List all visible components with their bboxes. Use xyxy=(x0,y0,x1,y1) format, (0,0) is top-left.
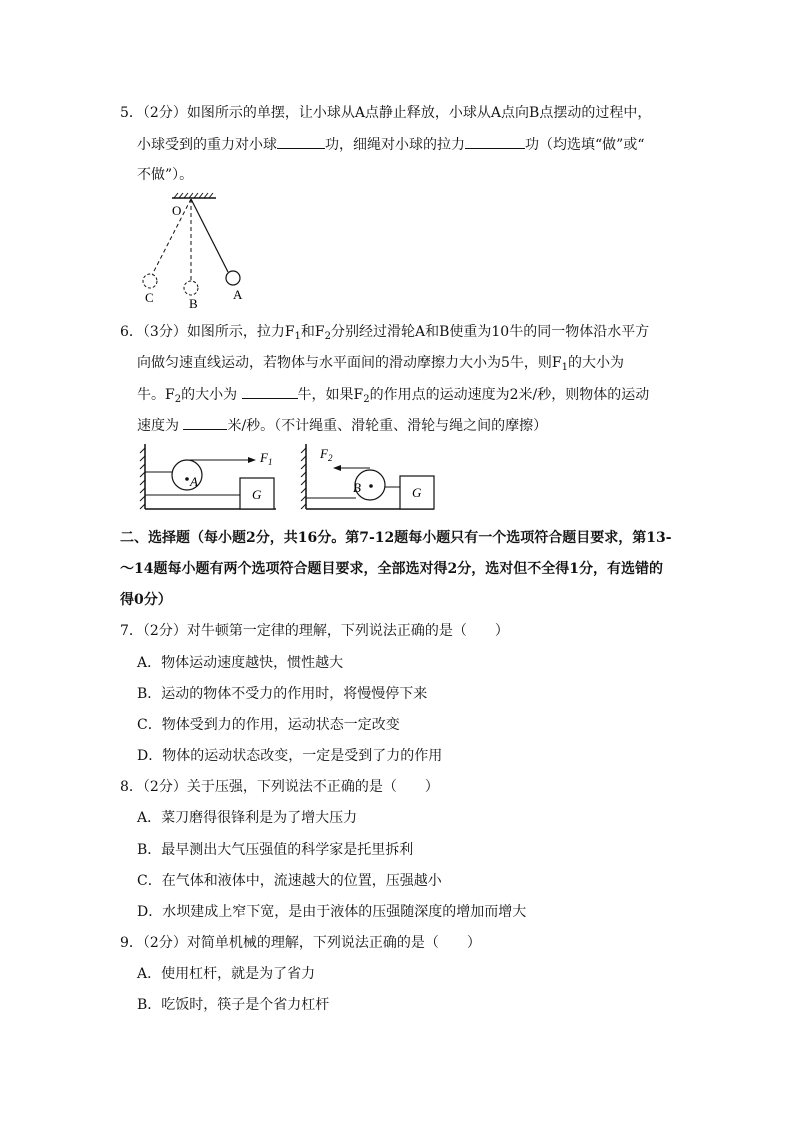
label-pulley-a: A xyxy=(190,474,198,489)
q6-sub: 2 xyxy=(324,331,331,342)
q6-text: 速度为 xyxy=(137,418,179,434)
ball-c xyxy=(143,274,157,288)
label-f1: $F_1$ xyxy=(260,450,273,467)
f1-arrow-icon xyxy=(248,457,256,463)
q6-line3 xyxy=(137,384,649,410)
q6-sub: 1 xyxy=(561,362,568,373)
q5-line3: 不做”）。 xyxy=(137,167,194,183)
q5-text: 小球受到的重力对小球 xyxy=(137,137,277,153)
q6-text: 牛，如果F xyxy=(297,387,364,403)
q6-text: 的大小为 xyxy=(181,387,238,403)
q6-text: 6．（3分）如图所示，拉力F xyxy=(120,324,295,340)
pulley-a-axle xyxy=(185,477,189,481)
q7-option-d[interactable]: D．物体的运动状态改变，一定是受到了力的作用 xyxy=(137,748,443,764)
q6-sub: 1 xyxy=(294,331,301,342)
q9-stem: 9．（2分）对简单机械的理解，下列说法正确的是（ ） xyxy=(120,935,481,951)
q5-line1: 5．（2分）如图所示的单摆，让小球从A点静止释放，小球从A点向B点摆动的过程中， xyxy=(120,105,652,121)
q8-option-b[interactable]: B．最早测出大气压强值的科学家是托里拆利 xyxy=(137,842,414,858)
q6-text: 米/秒。（不计绳重、滑轮重、滑轮与绳之间的摩擦） xyxy=(227,418,548,434)
q7-option-a[interactable]: A．物体运动速度越快，惯性越大 xyxy=(137,655,344,671)
q6-text: 和F xyxy=(300,324,325,340)
q6-text: 牛。F xyxy=(137,387,175,403)
q6-text: 向做匀速直线运动，若物体与水平面间的滑动摩擦力大小为5牛，则F xyxy=(137,355,562,371)
pulley-figure xyxy=(138,442,438,512)
q6-sub: 2 xyxy=(174,394,182,405)
q8-option-c[interactable]: C．在气体和液体中，流速越大的位置，压强越小 xyxy=(137,873,442,889)
q6-line4 xyxy=(137,415,547,436)
ball-a xyxy=(226,271,240,285)
q6-blank-2[interactable] xyxy=(242,384,298,399)
pendulum-figure xyxy=(138,192,258,310)
q8-stem: 8．（2分）关于压强，下列说法不正确的是（ ） xyxy=(120,779,439,795)
f2-arrow-icon xyxy=(333,465,341,471)
q5-text: 功（均选填“做”或“ xyxy=(525,137,645,153)
label-f2: $F_2$ xyxy=(320,446,333,463)
q6-text: 的作用点的运动速度为2米/秒，则物体的运动 xyxy=(369,387,650,403)
section2-line2: ～14题每小题有两个选项符合题目要求，全部选对得2分，选对但不全得1分，有选错的 xyxy=(120,561,663,577)
q5-blank-2[interactable] xyxy=(465,134,525,149)
q6-text: 分别经过滑轮A和B使重为10牛的同一物体沿水平方 xyxy=(331,324,650,340)
q6-line1 xyxy=(120,322,649,347)
q9-option-a[interactable]: A．使用杠杆，就是为了省力 xyxy=(137,966,316,982)
section2-line1: 二、选择题（每小题2分，共16分。第7-12题每小题只有一个选项符合题目要求，第13- xyxy=(120,530,672,546)
q6-blank-3[interactable] xyxy=(183,415,227,430)
q8-option-d[interactable]: D．水坝建成上窄下宽，是由于液体的压强随深度的增加而增大 xyxy=(137,904,527,920)
q6-text: 的大小为 xyxy=(568,355,624,371)
q7-option-b[interactable]: B．运动的物体不受力的作用时，将慢慢停下来 xyxy=(137,686,428,702)
q6-sub: 2 xyxy=(363,394,370,405)
q7-stem: 7．（2分）对牛顿第一定律的理解，下列说法正确的是（ ） xyxy=(120,623,509,639)
label-c: C xyxy=(145,290,154,305)
q5-blank-1[interactable] xyxy=(277,134,325,149)
string-a xyxy=(191,199,228,272)
ball-b xyxy=(184,281,198,295)
label-pulley-b: B xyxy=(353,480,361,495)
pulley-b-axle xyxy=(369,484,373,488)
q8-option-a[interactable]: A．菜刀磨得很锋利是为了增大压力 xyxy=(137,810,358,826)
q5-text: 功，细绳对小球的拉力 xyxy=(325,137,465,153)
q9-option-b[interactable]: B．吃饭时，筷子是个省力杠杆 xyxy=(137,997,330,1013)
section2-line3: 得0分） xyxy=(120,592,172,608)
label-weight-left: G xyxy=(252,487,262,502)
q7-option-c[interactable]: C．物体受到力的作用，运动状态一定改变 xyxy=(137,717,400,733)
label-a: A xyxy=(233,287,243,302)
label-b: B xyxy=(189,296,198,310)
q5-line2 xyxy=(137,134,644,155)
label-o: O xyxy=(172,203,182,218)
label-weight-right: G xyxy=(412,485,422,500)
q6-line2 xyxy=(137,353,624,378)
